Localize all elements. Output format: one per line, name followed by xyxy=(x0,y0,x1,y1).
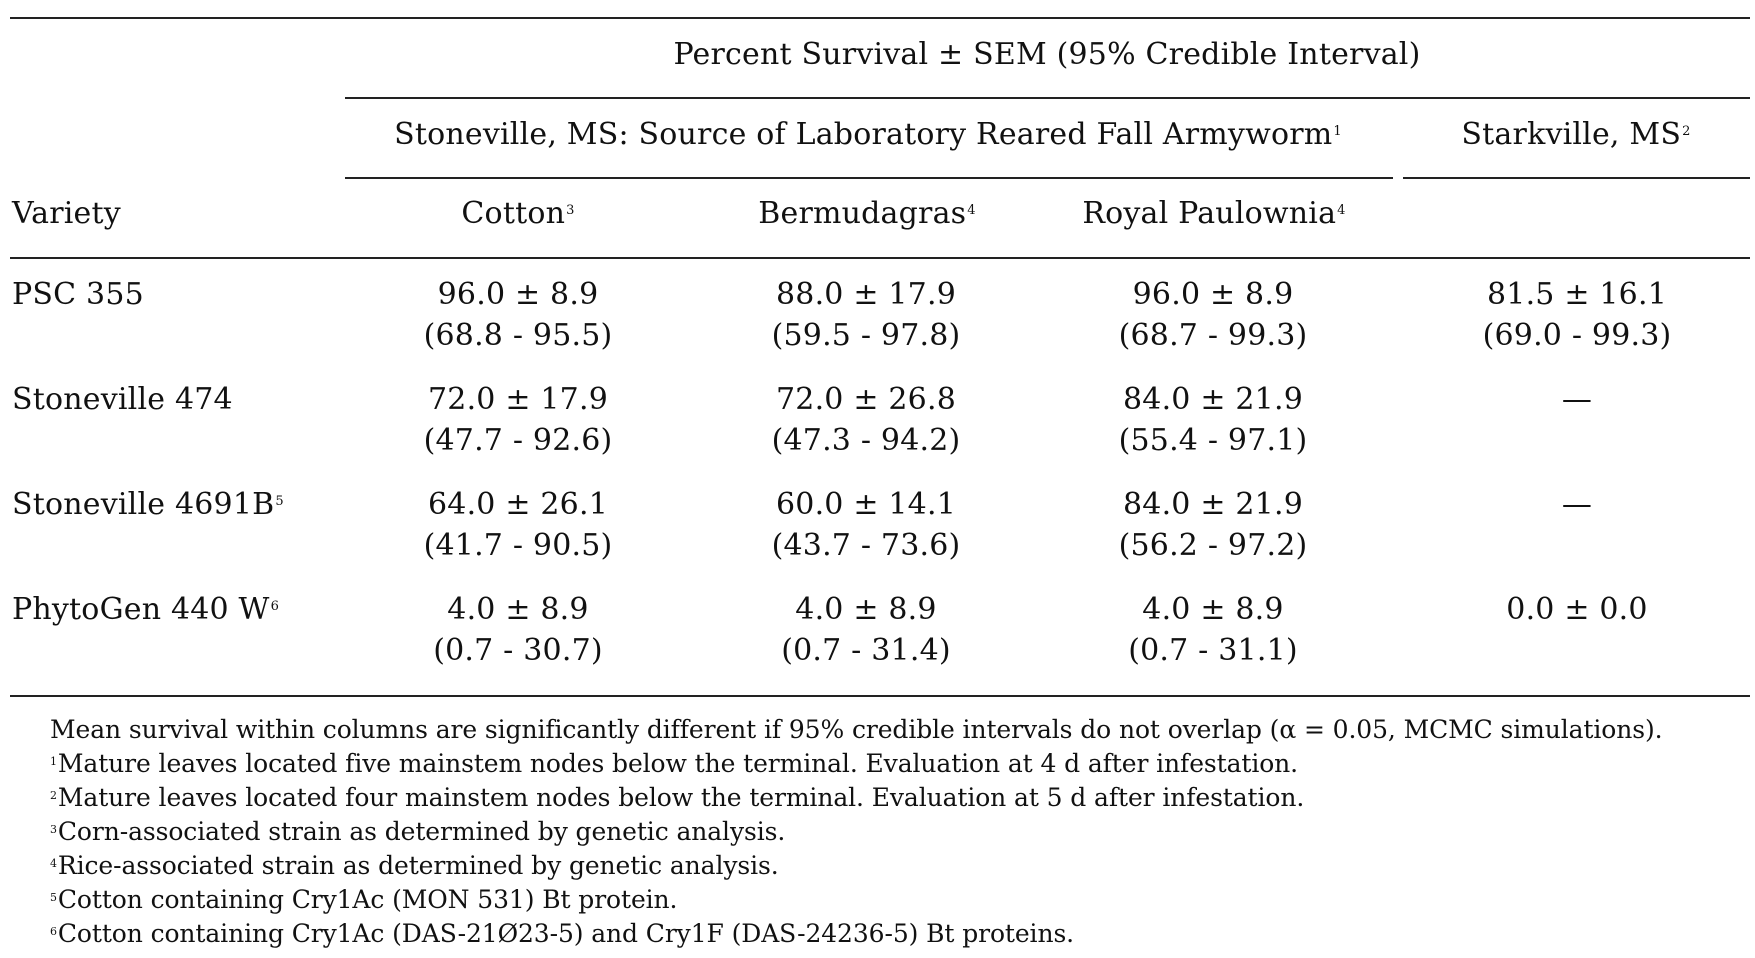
cell-empty-dash: — xyxy=(1561,382,1593,417)
cell-ci: (56.2 - 97.2) xyxy=(1118,528,1308,563)
stoneville-group-rule xyxy=(345,177,1393,179)
footnote-text: Mean survival within columns are significantly different if 95% credible intervals do not overlap (α = 0.05, MCMC simulations). xyxy=(50,715,1663,744)
footnote-3 xyxy=(50,817,785,847)
footnote-ref: 6 xyxy=(270,599,280,614)
column-header-label: Cotton xyxy=(461,196,566,231)
cell-ci: (43.7 - 73.6) xyxy=(771,528,961,563)
cell-ci: (0.7 - 30.7) xyxy=(433,633,603,668)
cell-ci: (0.7 - 31.4) xyxy=(781,633,951,668)
span-rule xyxy=(345,97,1750,99)
cell-empty-dash: — xyxy=(1561,487,1593,522)
footnote-text: Cotton containing Cry1Ac (MON 531) Bt protein. xyxy=(57,885,678,914)
footnote-4 xyxy=(50,851,779,881)
footnote-1 xyxy=(50,749,1298,779)
footnote-5 xyxy=(50,885,677,915)
footnote-marker: 5 xyxy=(50,891,57,904)
cell-mean: 88.0 ± 17.9 xyxy=(775,277,957,312)
cell-mean: 4.0 ± 8.9 xyxy=(1142,592,1284,627)
group-header-stoneville xyxy=(394,117,1342,153)
cell-mean: 72.0 ± 17.9 xyxy=(427,382,609,417)
cell-mean: 96.0 ± 8.9 xyxy=(437,277,599,312)
row-variety-stoneville-474 xyxy=(12,382,234,418)
footnote-text: Corn-associated strain as determined by genetic analysis. xyxy=(57,817,786,846)
footnote-general xyxy=(50,715,1662,745)
cell-mean: 4.0 ± 8.9 xyxy=(447,592,589,627)
footnote-ref: 4 xyxy=(1337,203,1346,218)
cell-mean: 84.0 ± 21.9 xyxy=(1122,487,1304,522)
footnote-marker: 4 xyxy=(50,857,57,870)
cell-mean: 60.0 ± 14.1 xyxy=(775,487,957,522)
column-header-cotton xyxy=(461,196,574,232)
cell-ci: (47.7 - 92.6) xyxy=(423,423,613,458)
cell-mean: 64.0 ± 26.1 xyxy=(427,487,609,522)
variety-label: Stoneville 4691B xyxy=(12,487,275,522)
footnote-text: Rice-associated strain as determined by genetic analysis. xyxy=(57,851,779,880)
footnote-marker: 1 xyxy=(50,755,57,768)
cell-mean: 84.0 ± 21.9 xyxy=(1122,382,1304,417)
cell-ci: (59.5 - 97.8) xyxy=(771,318,961,353)
cell-ci: (55.4 - 97.1) xyxy=(1118,423,1308,458)
cell-ci: (68.8 - 95.5) xyxy=(423,318,613,353)
footnote-ref: 2 xyxy=(1682,124,1691,139)
footnote-text: Mature leaves located five mainstem nodes below the terminal. Evaluation at 4 d after infestation. xyxy=(57,749,1299,778)
column-header-royal-paulownia xyxy=(1082,196,1345,232)
cell-ci: (68.7 - 99.3) xyxy=(1118,318,1308,353)
cell-mean: 0.0 ± 0.0 xyxy=(1506,592,1648,627)
footnote-marker: 3 xyxy=(50,823,57,836)
group-header-starkville xyxy=(1461,117,1690,153)
column-header-label: Royal Paulownia xyxy=(1082,196,1337,231)
footnote-text: Cotton containing Cry1Ac (DAS-21Ø23-5) and Cry1F (DAS-24236-5) Bt proteins. xyxy=(57,919,1075,948)
row-variety-stoneville-4691b xyxy=(12,487,284,523)
footnote-2 xyxy=(50,783,1304,813)
starkville-group-rule xyxy=(1403,177,1750,179)
cell-mean: 4.0 ± 8.9 xyxy=(795,592,937,627)
top-rule xyxy=(10,17,1750,19)
cell-ci: (69.0 - 99.3) xyxy=(1482,318,1672,353)
column-header-label: Bermudagras xyxy=(758,196,967,231)
footnote-ref: 1 xyxy=(1333,124,1342,139)
footnote-ref: 4 xyxy=(967,203,976,218)
footnote-text: Mature leaves located four mainstem nodes below the terminal. Evaluation at 5 d after infestation. xyxy=(57,783,1305,812)
group-header-starkville-label: Starkville, MS xyxy=(1461,117,1682,152)
cell-mean: 81.5 ± 16.1 xyxy=(1486,277,1668,312)
footnote-6 xyxy=(50,919,1074,949)
header-bottom-rule xyxy=(10,257,1750,259)
group-header-stoneville-label: Stoneville, MS: Source of Laboratory Reared Fall Armyworm xyxy=(394,117,1333,152)
footnote-marker: 6 xyxy=(50,925,57,938)
cell-ci: (41.7 - 90.5) xyxy=(423,528,613,563)
table-bottom-rule xyxy=(10,695,1750,697)
variety-label: PSC 355 xyxy=(12,277,144,312)
row-variety-phytogen-440w xyxy=(12,592,279,628)
cell-ci: (0.7 - 31.1) xyxy=(1128,633,1298,668)
variety-column-header: Variety xyxy=(12,196,121,231)
footnote-ref: 3 xyxy=(566,203,575,218)
cell-ci: (47.3 - 94.2) xyxy=(771,423,961,458)
row-variety-psc-355 xyxy=(12,277,145,313)
variety-label: PhytoGen 440 W xyxy=(12,592,270,627)
variety-label: Stoneville 474 xyxy=(12,382,233,417)
cell-mean: 96.0 ± 8.9 xyxy=(1132,277,1294,312)
span-title: Percent Survival ± SEM (95% Credible Interval) xyxy=(673,37,1421,72)
footnote-ref: 5 xyxy=(275,494,284,509)
footnote-marker: 2 xyxy=(50,789,57,802)
column-header-bermudagras xyxy=(758,196,976,232)
cell-mean: 72.0 ± 26.8 xyxy=(775,382,957,417)
